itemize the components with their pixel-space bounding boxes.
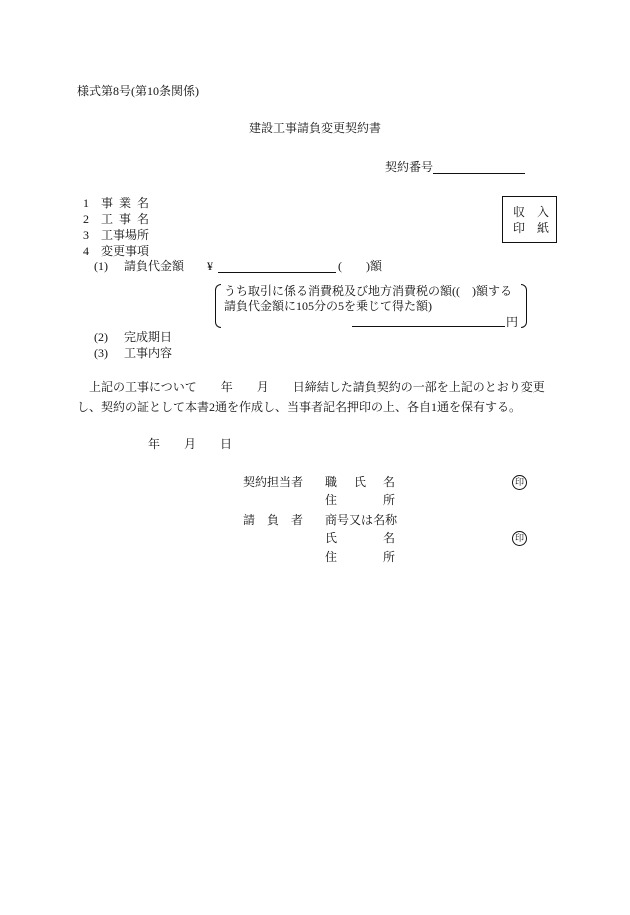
item-number-2: 2: [83, 212, 89, 226]
work-content-label: 工事内容: [124, 346, 173, 360]
tax-note-left-bracket: [215, 284, 221, 328]
contract-amount-blank: [218, 272, 336, 273]
contractor-role: 請 負 者: [243, 513, 303, 527]
contracting-officer-role: 契 約 担 当 者: [243, 475, 304, 489]
tax-amount-unit: 円: [506, 315, 519, 329]
contractor-name-label: 氏 名: [325, 531, 395, 545]
tax-note-right-bracket: [521, 284, 527, 328]
body-text-line2: し、契約の証として本書2通を作成し、当事者記名押印の上、各自1通を保有する。: [77, 400, 522, 414]
item-number-4: 4: [83, 244, 89, 258]
yen-sign: ¥: [207, 259, 213, 273]
signing-date: 年 月 日: [148, 437, 233, 451]
item-label-work-location: 工 事 場 所: [101, 228, 150, 242]
form-number: 様式第8号(第10条関係): [77, 84, 199, 98]
tax-note-line1: うち取引に係る消費税及び地方消費税の額(( )額する: [224, 284, 512, 298]
work-content-number: (3): [94, 346, 108, 360]
contract-number-label: 契約番号: [385, 160, 434, 174]
revenue-stamp-box: [502, 196, 557, 243]
body-text-line1: 上記の工事について 年 月 日締結した請負契約の一部を上記のとおり変更: [89, 380, 545, 394]
item-label-work-name: 工 事 名: [101, 212, 149, 226]
revenue-stamp-label-line1: 収 入: [513, 205, 549, 219]
completion-date-label: 完成期日: [124, 330, 173, 344]
contracting-officer-name-label: 職 氏 名: [325, 475, 395, 489]
tax-note-line2: 請負代金額に105分の5を乗じて得た額): [224, 299, 432, 313]
item-number-1: 1: [83, 196, 89, 210]
item-number-3: 3: [83, 228, 89, 242]
item-label-change-matters: 変 更 事 項: [101, 244, 150, 258]
document-title: 建設工事請負変更契約書: [248, 121, 381, 135]
item-label-project-name: 事 業 名: [101, 196, 149, 210]
completion-date-number: (2): [94, 330, 108, 344]
contractor-seal-icon: 印: [512, 531, 527, 546]
contract-amount-suffix: ( )額: [338, 259, 382, 273]
contract-amount-label: 請負代金額: [124, 259, 185, 273]
contractor-company-label: 商 号 又 は 名 称: [325, 513, 398, 527]
contracting-officer-seal-icon: 印: [512, 475, 527, 490]
contractor-address-label: 住 所: [325, 550, 395, 564]
tax-amount-blank: [352, 326, 505, 327]
contracting-officer-address-label: 住 所: [325, 493, 395, 507]
contract-number-blank: [433, 173, 525, 174]
revenue-stamp-label-line2: 印 紙: [513, 221, 549, 235]
contract-amount-number: (1): [94, 259, 108, 273]
